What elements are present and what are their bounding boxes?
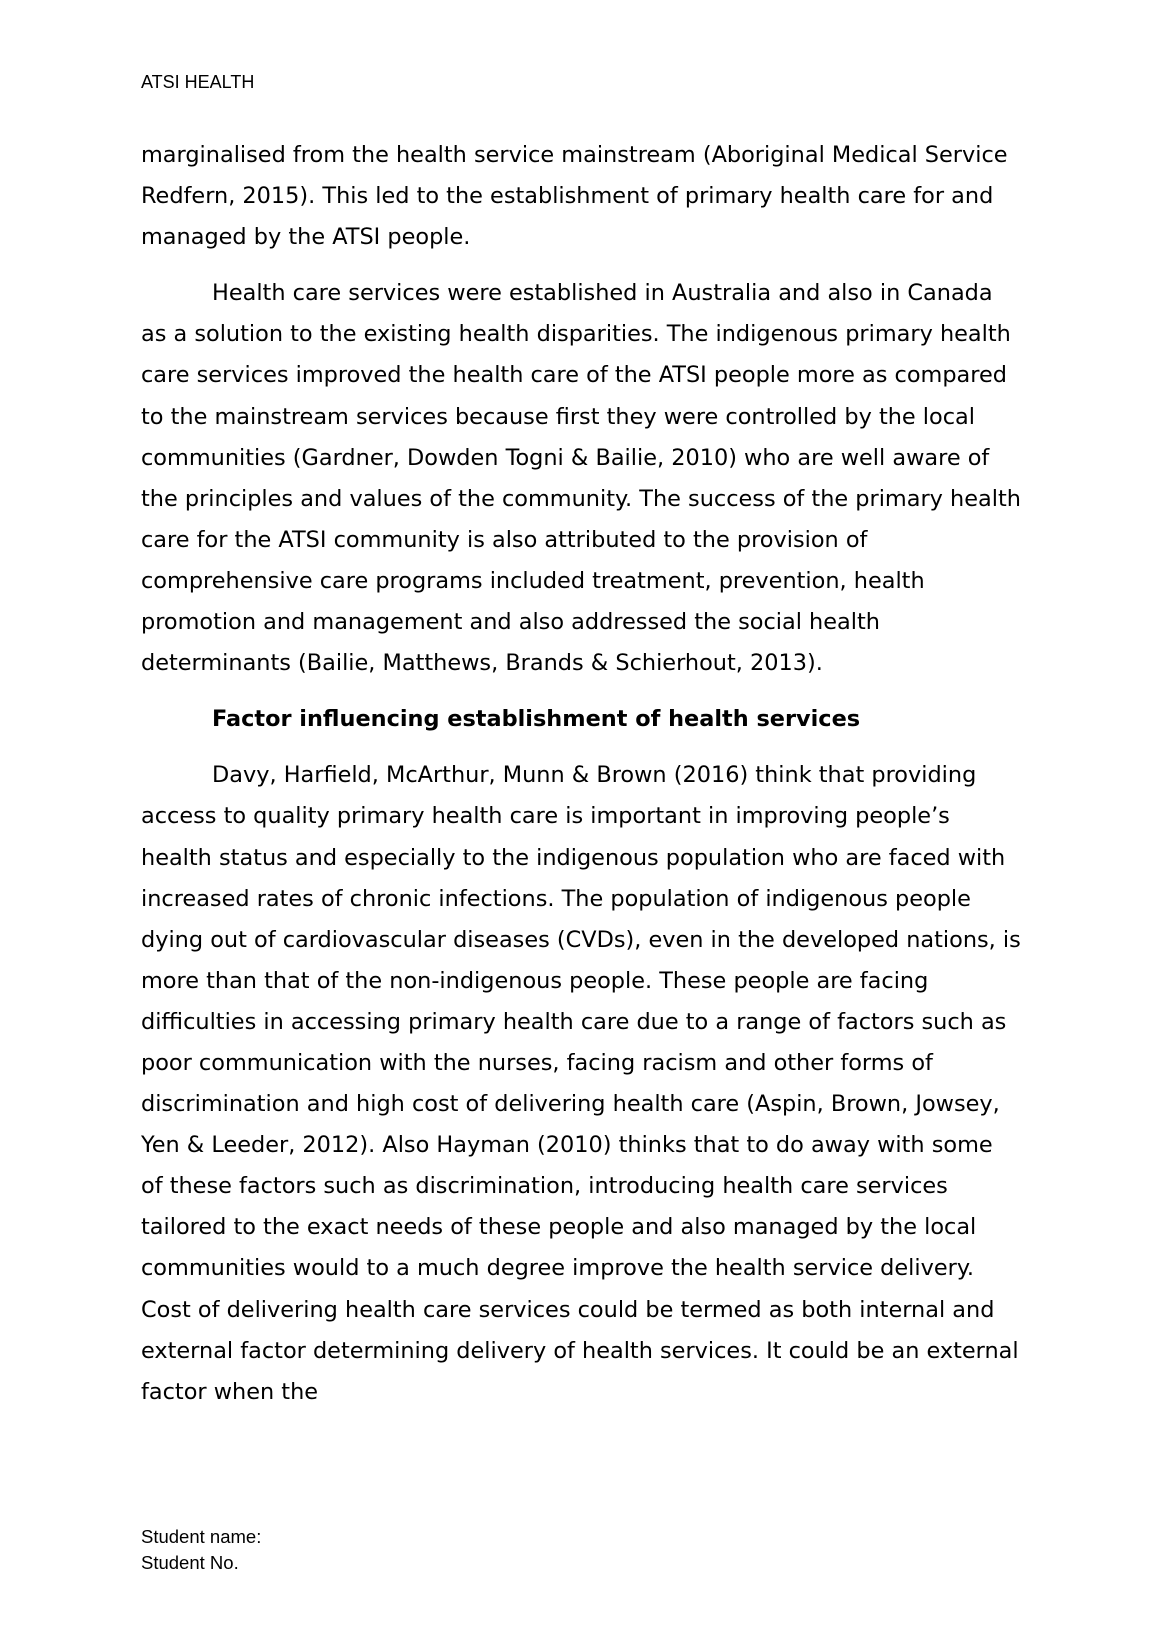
student-number-label: Student No. bbox=[141, 1552, 239, 1573]
page-footer bbox=[141, 1524, 261, 1576]
document-body bbox=[141, 135, 1021, 1428]
paragraph-3: Davy, Harfield, McArthur, Munn & Brown (2016) think that providing access to quality primary health care is important in improving people’s health status and especially to the indigenous population who are faced with increased rates of chronic infections. The population of indigenous people dying out of cardiovascular diseases (CVDs), even in the developed nations, is more than that of the non-indigenous people. These people are facing difficulties in accessing primary health care due to a range of factors such as poor communication with the nurses, facing racism and other forms of discrimination and high cost of delivering health care (Aspin, Brown, Jowsey, Yen & Leeder, 2012). Also Hayman (2010) thinks that to do away with some of these factors such as discrimination, introducing health care services tailored to the exact needs of these people and also managed by the local communities would to a much degree improve the health service delivery. Cost of delivering health care services could be termed as both internal and external factor determining delivery of health services. It could be an external factor when the bbox=[141, 762, 1021, 1405]
section-heading: Factor influencing establishment of health services bbox=[212, 706, 861, 733]
paragraph-2: Health care services were established in Australia and also in Canada as a solution to the existing health disparities. The indigenous primary health care services improved the health care of the ATSI people more as compared to the mainstream services because first they were controlled by the local communities (Gardner, Dowden Togni & Bailie, 2010) who are well aware of the principles and values of the community. The success of the primary health care for the ATSI community is also attributed to the provision of comprehensive care programs included treatment, prevention, health promotion and management and also addressed the social health determinants (Bailie, Matthews, Brands & Schierhout, 2013). bbox=[141, 280, 1021, 677]
running-head: ATSI HEALTH bbox=[141, 72, 255, 92]
student-name-label: Student name: bbox=[141, 1526, 262, 1547]
paragraph-1: marginalised from the health service mainstream (Aboriginal Medical Service Redfern, 2015). This led to the establishment of primary health care for and managed by the ATSI people. bbox=[141, 142, 1008, 251]
